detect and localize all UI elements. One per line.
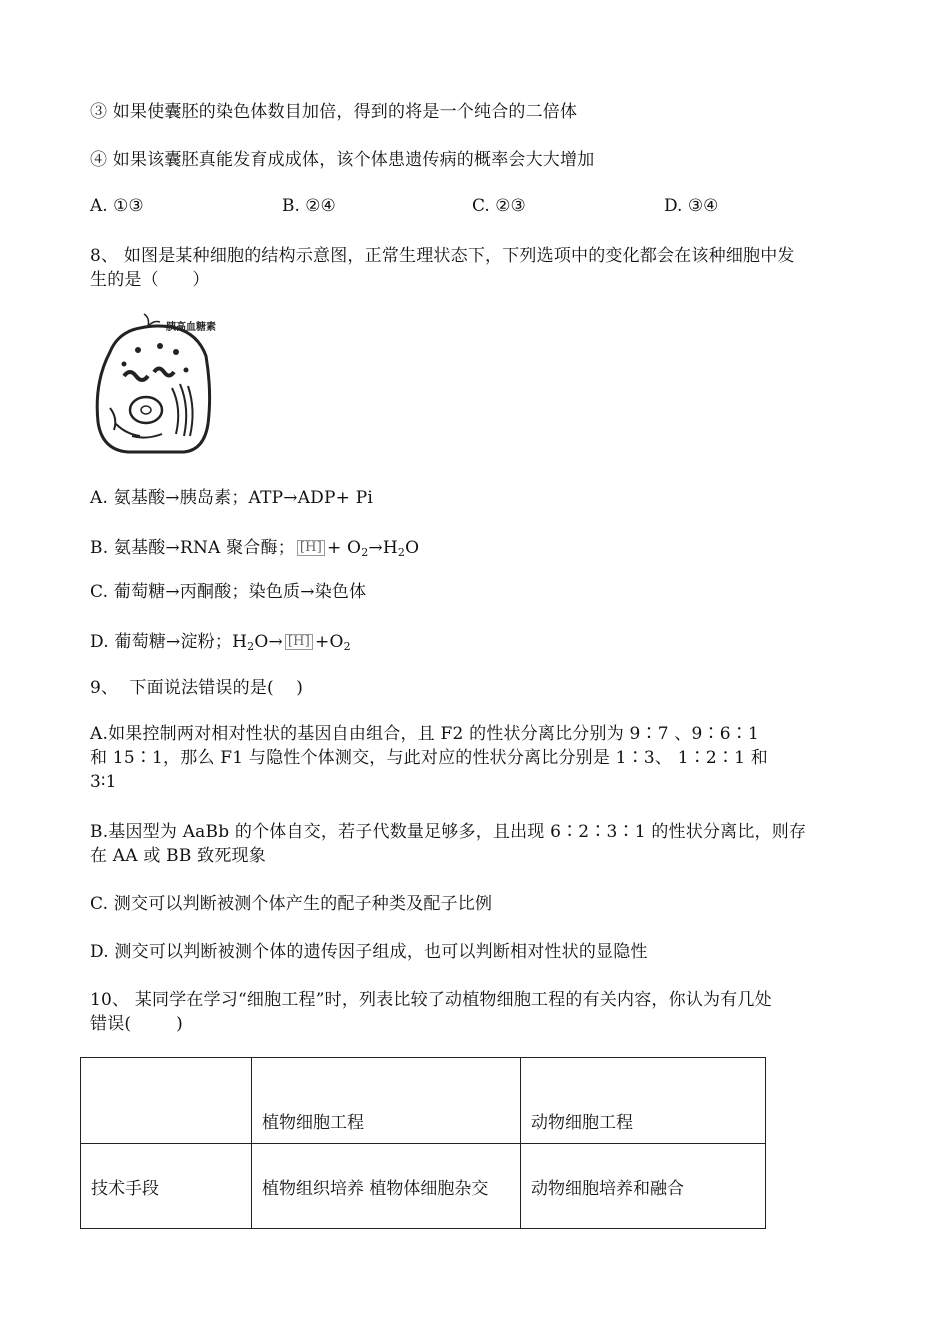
q9-option-c[interactable]: C. 测交可以判断被测个体产生的配子种类及配子比例: [90, 894, 493, 914]
table-cell-label: 技术手段: [81, 1144, 252, 1229]
q8-option-c[interactable]: C. 葡萄糖→丙酮酸；染色质→染色体: [90, 582, 367, 602]
hydrogen-symbol: [H]: [285, 634, 313, 650]
statement-4: ④ 如果该囊胚真能发育成成体，该个体患遗传病的概率会大大增加: [90, 150, 595, 170]
q9-option-a-line3: 3∶1: [90, 772, 117, 792]
q7-option-a[interactable]: A. ①③: [90, 196, 144, 216]
q7-option-c[interactable]: C. ②③: [472, 196, 526, 216]
table-header-animal: 动物细胞工程: [521, 1058, 766, 1144]
figure-label: 胰高血糖素: [166, 322, 216, 333]
q7-option-d[interactable]: D. ③④: [664, 196, 719, 216]
statement-3: ③ 如果使囊胚的染色体数目加倍，得到的将是一个纯合的二倍体: [90, 102, 578, 122]
table-row: [81, 1144, 766, 1229]
hydrogen-symbol: [H]: [297, 540, 325, 556]
q9-option-a-line1[interactable]: A.如果控制两对相对性状的基因自由组合，且 F2 的性状分离比分别为 9∶7 、9∶6∶1: [90, 724, 759, 744]
table-header-row: [81, 1058, 766, 1144]
q8-option-a[interactable]: A. 氨基酸→胰岛素；ATP→ADP+ Pi: [90, 488, 373, 508]
q9-option-a-line2: 和 15∶1，那么 F1 与隐性个体测交，与此对应的性状分离比分别是 1∶3、 1∶2∶1 和: [90, 748, 768, 768]
q9-option-b-line2: 在 AA 或 BB 致死现象: [90, 846, 266, 866]
cell-diagram: [88, 312, 238, 462]
q8-stem-line2: 生的是（ ）: [90, 270, 210, 290]
table-cell: [81, 1058, 252, 1144]
table-header-plant: 植物细胞工程: [252, 1058, 521, 1144]
table-cell-animal: 动物细胞培养和融合: [521, 1144, 766, 1229]
q8-option-b[interactable]: B. 氨基酸→RNA 聚合酶； $[H] + O_2\to H_2O$: [90, 538, 420, 559]
q7-option-b[interactable]: B. ②④: [282, 196, 336, 216]
q9-stem: 9、 下面说法错误的是( ): [90, 678, 304, 698]
q9-option-b-line1[interactable]: B.基因型为 AaBb 的个体自交，若子代数量足够多，且出现 6∶2∶3∶1 的性状分离比，则存: [90, 822, 807, 842]
q8-stem-line1: 8、 如图是某种细胞的结构示意图，正常生理状态下，下列选项中的变化都会在该种细胞中发: [90, 246, 795, 266]
q9-option-d[interactable]: D. 测交可以判断被测个体的遗传因子组成，也可以判断相对性状的显隐性: [90, 942, 648, 962]
comparison-table: [80, 1057, 766, 1229]
q8-option-d[interactable]: D. 葡萄糖→淀粉；$H_2O\to [H] +O_2$: [90, 632, 351, 653]
table-cell-plant: 植物组织培养 植物体细胞杂交: [252, 1144, 521, 1229]
q10-stem-line2: 错误( ): [90, 1014, 183, 1034]
q10-stem-line1: 10、 某同学在学习“细胞工程”时，列表比较了动植物细胞工程的有关内容，你认为有几处: [90, 990, 772, 1010]
